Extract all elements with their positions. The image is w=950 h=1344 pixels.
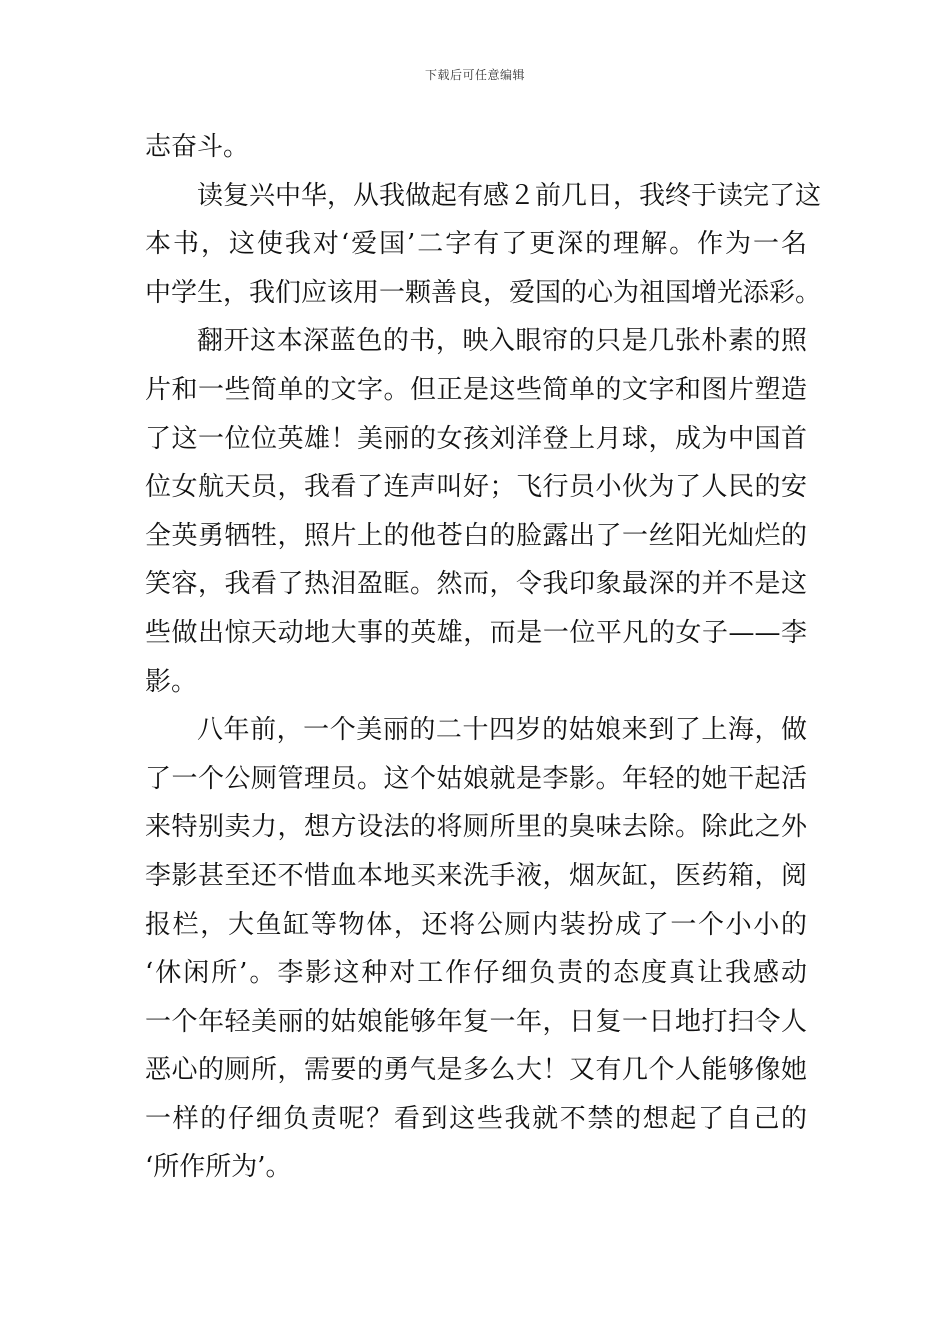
paragraph [145,317,807,706]
paragraph [145,172,822,318]
text-line: 来特别卖力，想方设法的将厕所里的臭味去除。除此之外 [145,812,807,843]
text-line: 八年前，一个美丽的二十四岁的姑娘来到了上海，做 [197,715,807,746]
text-line: 报栏，大鱼缸等物体，还将公厕内装扮成了一个小小的 [145,909,807,940]
text-line: 片和一些简单的文字。但正是这些简单的文字和图片塑造 [145,374,807,405]
text-line: ‘所作所为’。 [145,1152,292,1183]
text-line: 一个年轻美丽的姑娘能够年复一年，日复一日地打扫令人 [145,1006,807,1037]
text-line: 恶心的厕所，需要的勇气是多么大！又有几个人能够像她 [145,1055,807,1086]
text-line: 笑容，我看了热泪盈眶。然而，令我印象最深的并不是这 [145,569,807,600]
text-line: 位女航天员，我看了连声叫好；飞行员小伙为了人民的安 [145,472,807,503]
document-body [145,123,822,1192]
text-line: 本书，这使我对‘爱国’二字有了更深的理解。作为一名 [145,229,807,260]
text-line: 读复兴中华，从我做起有感２前几日，我终于读完了这 [197,180,822,211]
text-line: ‘休闲所’。李影这种对工作仔细负责的态度真让我感动 [145,958,807,989]
page-header: 下载后可任意编辑 [424,68,525,82]
text-line: 了这一位位英雄！美丽的女孩刘洋登上月球，成为中国首 [145,423,807,454]
paragraph [145,706,807,1192]
text-line: 志奋斗。 [145,132,250,162]
text-line: 一样的仔细负责呢？看到这些我就不禁的想起了自己的 [145,1103,807,1134]
text-line: 了一个公厕管理员。这个姑娘就是李影。年轻的她干起活 [145,763,807,794]
paragraph [145,123,807,172]
text-line: 些做出惊天动地大事的英雄，而是一位平凡的女子——李 [145,617,807,648]
text-line: 影。 [145,666,198,697]
text-line: 翻开这本深蓝色的书，映入眼帘的只是几张朴素的照 [197,326,807,357]
text-line: 李影甚至还不惜血本地买来洗手液，烟灰缸，医药箱，阅 [145,860,807,891]
text-line: 中学生，我们应该用一颗善良，爱国的心为祖国增光添彩。 [145,277,822,308]
text-line: 全英勇牺牲，照片上的他苍白的脸露出了一丝阳光灿烂的 [145,520,807,551]
